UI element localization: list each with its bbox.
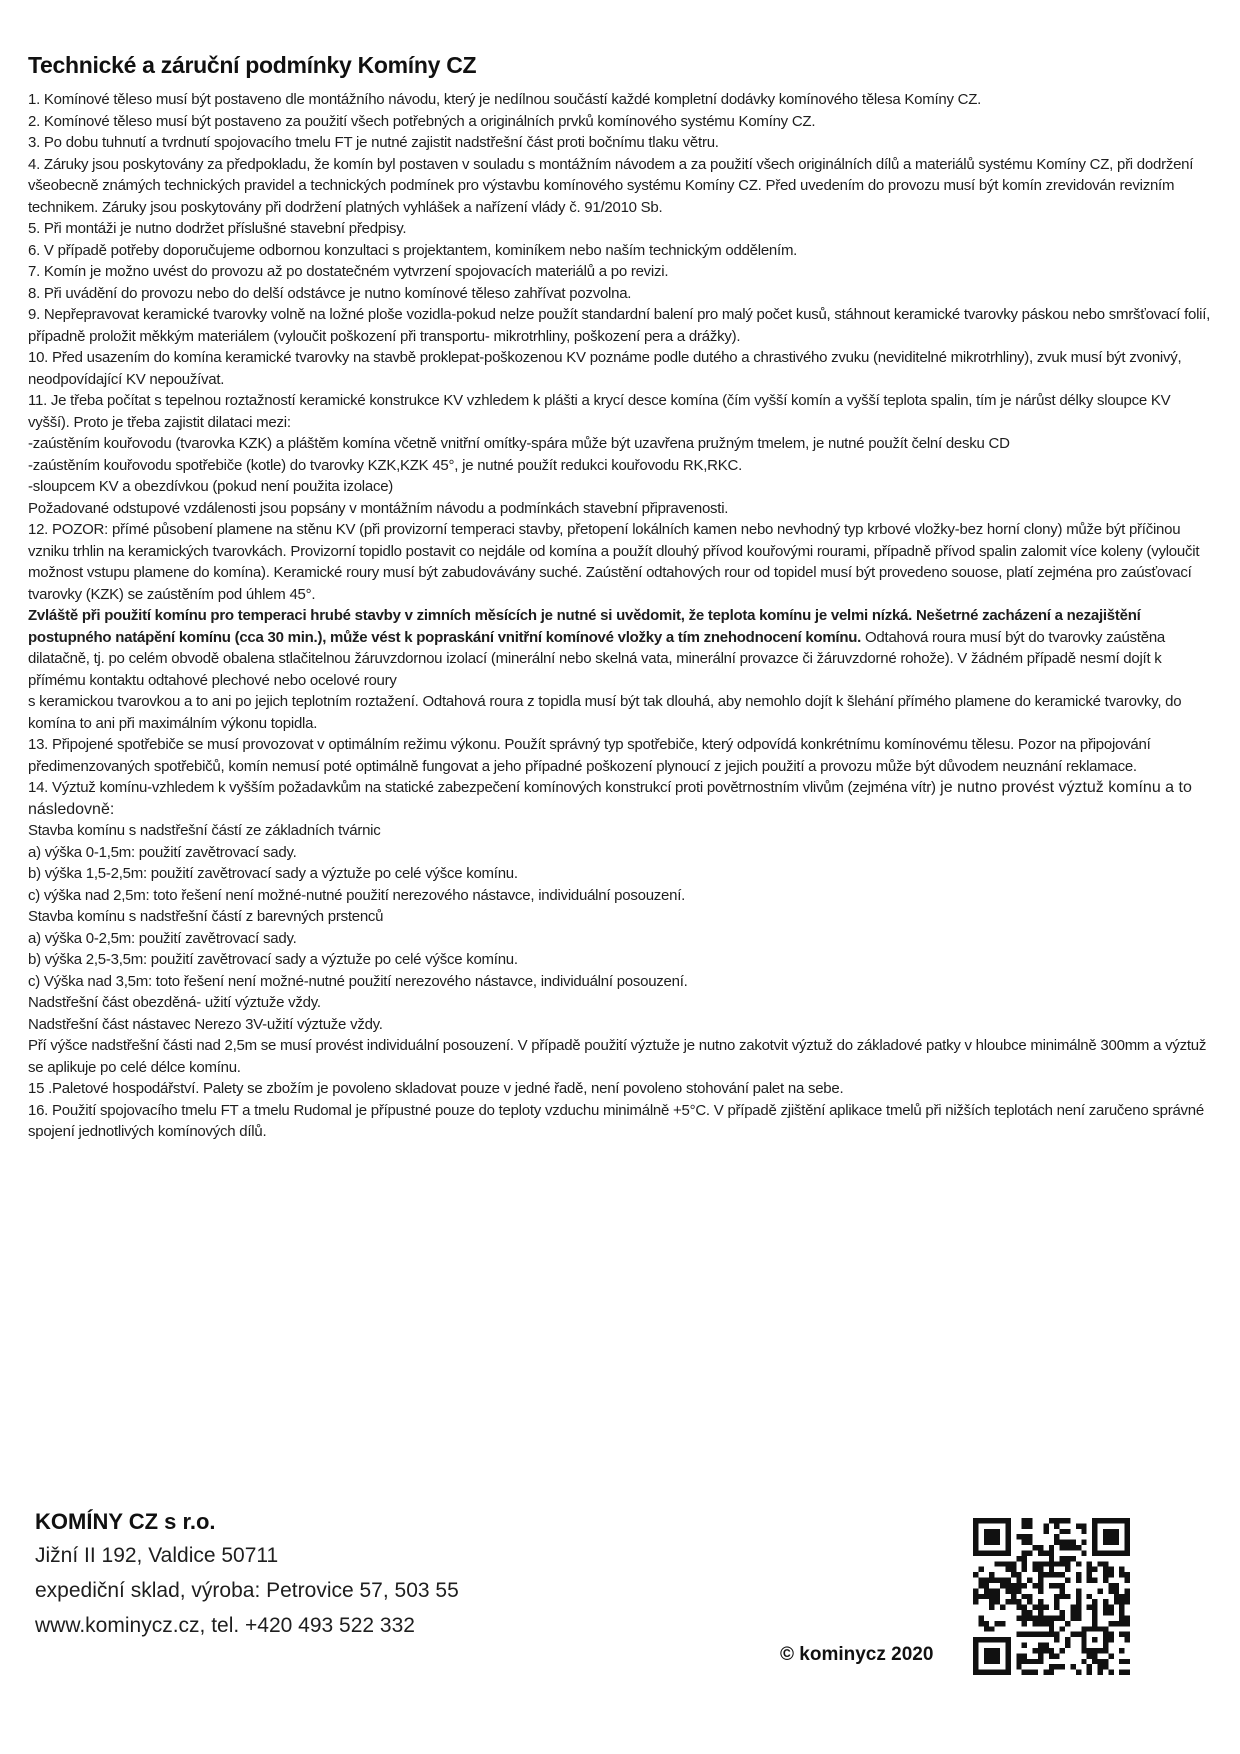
paragraph-segment: 1. Komínové těleso musí být postaveno dle montážního návodu, který je nedílnou součástí každé kompletní dodávky komínového tělesa Komíny CZ. [28,91,982,108]
paragraph-segment: 14. Výztuž komínu-vzhledem k vyšším požadavkům na statické zabezpečení komínových konstrukcí proti povětrnostním vlivům (zejména vítr) [28,779,936,796]
paragraph-segment: Odtahová roura musí být do tvarovky zaústěna dilatačně, tj. po celém obvodě obalena stlačitelnou žáruvzdornou izolací (minerální nebo skelná vata, minerální provazce či žáruvzdorné rohože). V žádném případě nesmí dojít k přímému kontaktu odtahové plechové nebo ocelové roury [28,628,1166,689]
paragraph-segment: Pří výšce nadstřešní části nad 2,5m se musí provést individuální posouzení. V případě použití výztuže je nutno zakotvit výztuž do základové patky v hloubce minimálně 300mm a výztuž se aplikuje po celé délce komínu. [28,1037,1207,1076]
paragraph-segment: 12. POZOR: přímé působení plamene na stěnu KV (při provizorní temperaci stavby, přetopení lokálních kamen nebo nevhodný typ krbové vložky-bez horní clony) může být příčinou vzniku trhlin na keramických tvarovkách. Provizorní topidlo postavit co nejdále od komína a použít dlouhý přívod kouřovými rourami, případně přívod spalin zalomit více koleny (vyloučit možnost vstupu plamene do komína). Keramické roury musí být zabudovávány suché. Zaústění odtahových rour od topidel musí být provedeno souose, platí zejména pro zaúsťovací tvarovky (KZK) se zaústěním pod úhlem 45°. [28,521,1200,603]
paragraph-segment: c) výška nad 2,5m: toto řešení není možné-nutné použití nerezového nástavce, individuální posouzení. [28,886,686,904]
paragraph [28,777,1214,820]
paragraph [28,347,1214,390]
paragraph-segment: c) Výška nad 3,5m: toto řešení není možné-nutné použití nerezového nástavce, individuální posouzení. [28,972,688,990]
paragraph-segment: b) výška 1,5-2,5m: použití zavětrovací sady a výztuže po celé výšce komínu. [28,865,518,882]
paragraph-segment: -zaústěním kouřovodu (tvarovka KZK) a pláštěm komína včetně vnitřní omítky-spára může být uzavřena pružným tmelem, je nutné použít čelní desku CD [28,435,1010,452]
paragraph [28,1100,1214,1143]
company-address-line2: expediční sklad, výroba: Petrovice 57, 503 55 [35,1579,459,1602]
document-content [28,52,1214,1143]
paragraph-segment: a) výška 0-1,5m: použití zavětrovací sady. [28,843,297,861]
qr-code-icon [973,1518,1130,1675]
paragraph-segment: 16. Použití spojovacího tmelu FT a tmelu Rudomal je přípustné pouze do teploty vzduchu minimálně +5°C. V případě zjištění aplikace tmelů při nižších teplotách není zaručeno správné spojení jednotlivých komínových dílů. [28,1101,1204,1140]
paragraph-segment: je nutno provést výztuž komínu a to následovně: [28,779,1192,818]
paragraph [28,111,1214,133]
copyright-notice: © kominycz 2020 [780,1644,934,1665]
paragraph-segment: 3. Po dobu tuhnutí a tvrdnutí spojovacího tmelu FT je nutné zajistit nadstřešní část proti bočnímu tlaku větru. [28,134,719,151]
paragraph-segment: b) výška 2,5-3,5m: použití zavětrovací sady a výztuže po celé výšce komínu. [28,951,518,968]
paragraph-segment: Nadstřešní část nástavec Nerezo 3V-užití výztuže vždy. [28,1015,383,1033]
paragraph [28,1078,1214,1100]
paragraph-segment: a) výška 0-2,5m: použití zavětrovací sady. [28,929,297,947]
company-contact-line: www.kominycz.cz, tel. +420 493 522 332 [35,1614,415,1637]
paragraph [28,519,1214,605]
paragraph [28,218,1214,240]
footer-company-block [35,1506,459,1643]
paragraph-segment: 4. Záruky jsou poskytovány za předpokladu, že komín byl postaven v souladu s montážním návodem a za použití všech originálních dílů a materiálů systému Komíny CZ, při dodržení všeobecně známých technických pravidel a technických podmínek pro výstavbu komínového systému Komíny CZ. Před uvedením do provozu musí být komín zrevidován revizním technikem. Záruky jsou poskytovány při dodržení platných vyhlášek a nařízení vlády č. 91/2010 Sb. [28,155,1194,216]
paragraph-segment: Stavba komínu s nadstřešní částí z barevných prstenců [28,908,384,925]
paragraph [28,605,1214,691]
paragraph [28,455,1214,477]
paragraph-segment: 13. Připojené spotřebiče se musí provozovat v optimálním režimu výkonu. Použít správný typ spotřebiče, který odpovídá konkrétnímu komínovému tělesu. Pozor na připojování předimenzovaných spotřebičů, komín nemusí poté optimálně fungovat a jeho případné poškození plynoucí z jejich použití a provozu může být důvodem neuznání reklamace. [28,736,1151,775]
paragraph [28,498,1214,520]
paragraph [28,691,1214,734]
paragraph-segment: 2. Komínové těleso musí být postaveno za použití všech potřebných a originálních prvků komínového systému Komíny CZ. [28,112,816,130]
paragraph-segment: -zaústěním kouřovodu spotřebiče (kotle) do tvarovky KZK,KZK 45°, je nutné použít redukci kouřovodu RK,RKC. [28,456,743,474]
paragraph [28,906,1214,928]
paragraph-segment: Stavba komínu s nadstřešní částí ze základních tvárnic [28,822,381,839]
paragraph-segment: 11. Je třeba počítat s tepelnou roztažností keramické konstrukce KV vzhledem k plášti a krycí desce komína (čím vyšší komín a vyšší teplota spalin, tím je nárůst délky sloupce KV vyšší). Proto je třeba zajistit dilataci mezi: [28,392,1171,431]
paragraph-segment: 7. Komín je možno uvést do provozu až po dostatečném vytvrzení spojovacích materiálů a po revizi. [28,263,669,280]
paragraph [28,992,1214,1014]
paragraph [28,971,1214,993]
paragraph [28,928,1214,950]
body-text [28,89,1214,1143]
paragraph-segment: s keramickou tvarovkou a to ani po jejich teplotním roztažení. Odtahová roura z topidla musí být tak dlouhá, aby nemohlo dojít k šlehání přímého plamene do keramické tvarovky, do komína to ani při maximálním výkonu topidla. [28,693,1182,732]
paragraph-segment: 15 .Paletové hospodářství. Palety se zbožím je povoleno skladovat pouze v jedné řadě, není povoleno stohování palet na sebe. [28,1080,844,1097]
paragraph-segment: Zvláště při použití komínu pro temperaci hrubé stavby v zimních měsících je nutné si uvědomit, že teplota komínu je velmi nízká. Nešetrné zacházení a nezajištění postupného natápění komínu (cca 30 min.), může vést k popraskání vnitřní komínové vložky a tím znehodnocení komínu. [28,607,1141,646]
paragraph-segment: 8. Při uvádění do provozu nebo do delší odstávce je nutno komínové těleso zahřívat pozvolna. [28,284,632,302]
paragraph [28,1014,1214,1036]
paragraph [28,154,1214,219]
paragraph-segment: Nadstřešní část obezděná- užití výztuže vždy. [28,994,321,1011]
paragraph [28,240,1214,262]
paragraph [28,89,1214,111]
paragraph [28,820,1214,842]
paragraph [28,132,1214,154]
paragraph [28,283,1214,305]
paragraph [28,885,1214,907]
company-name: KOMÍNY CZ s r.o. [35,1509,216,1534]
page-title: Technické a záruční podmínky Komíny CZ [28,52,477,78]
paragraph-segment: Požadované odstupové vzdálenosti jsou popsány v montážním návodu a podmínkách stavební připravenosti. [28,499,729,517]
paragraph [28,433,1214,455]
paragraph [28,949,1214,971]
paragraph [28,863,1214,885]
paragraph-segment: -sloupcem KV a obezdívkou (pokud není použita izolace) [28,478,394,495]
paragraph-segment: 10. Před usazením do komína keramické tvarovky na stavbě proklepat-poškozenou KV poznáme podle dutého a chrastivého zvuku (neviditelné mikrotrhliny), zvuk musí být zvonivý, neodpovídající KV nepoužívat. [28,349,1182,388]
company-address-line1: Jižní II 192, Valdice 50711 [35,1544,279,1567]
paragraph [28,261,1214,283]
paragraph-segment: 9. Nepřepravovat keramické tvarovky volně na ložné ploše vozidla-pokud nelze použít standardní balení pro malý počet kusů, stáhnout keramické tvarovky páskou nebo smršťovací folií, případně proložit měkkým materiálem (vyloučit poškození při transportu- mikrotrhliny, poškození pera a drážky). [28,306,1211,345]
paragraph-segment: 6. V případě potřeby doporučujeme odbornou konzultaci s projektantem, kominíkem nebo naším technickým oddělením. [28,241,798,259]
paragraph [28,390,1214,433]
paragraph [28,1035,1214,1078]
paragraph [28,304,1214,347]
paragraph [28,476,1214,498]
paragraph [28,734,1214,777]
paragraph-segment: 5. Při montáži je nutno dodržet příslušné stavební předpisy. [28,220,407,237]
paragraph [28,842,1214,864]
